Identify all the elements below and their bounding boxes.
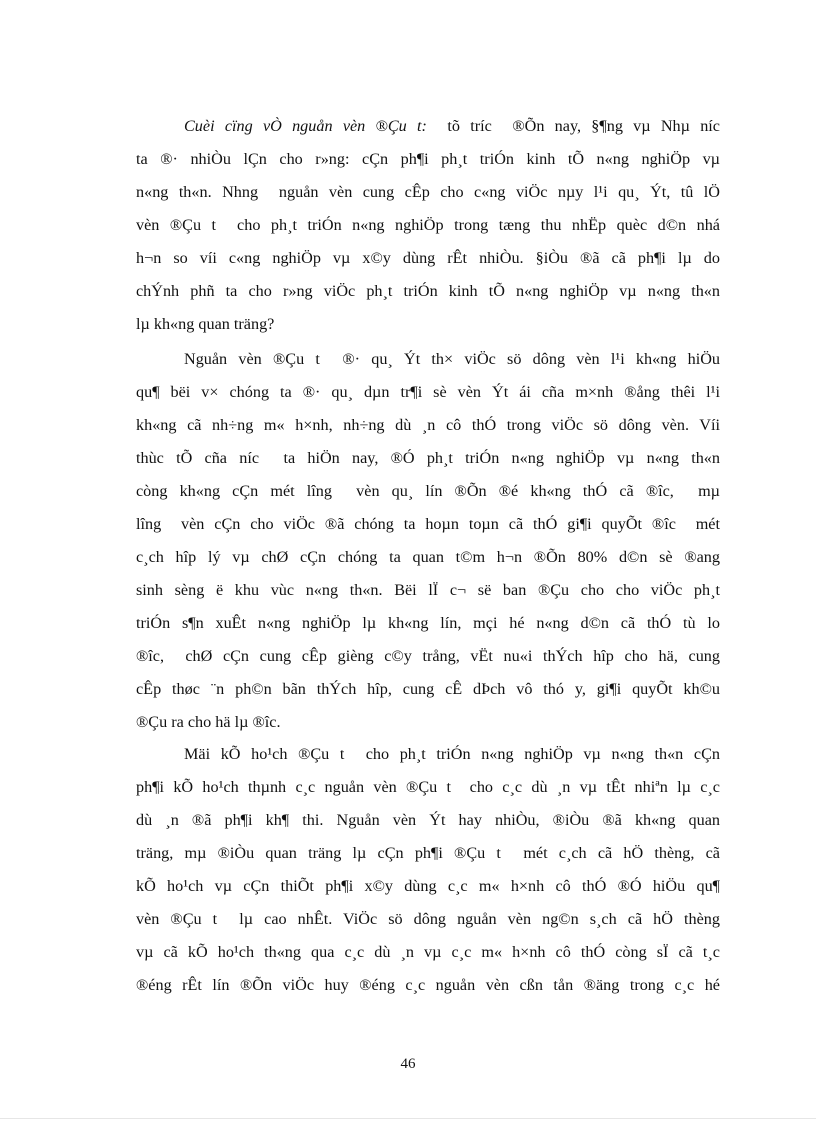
paragraph-line: ph¶i kÕ ho¹ch thµnh c¸c nguån vèn ®Çu t cho c¸c dù ¸n vµ tÊt nhiªn lµ c¸c: [136, 778, 720, 796]
paragraph-line: ®îc, chØ cÇn cung cÊp gièng c©y trång, vËt nu«i thÝch hîp cho hä, cung: [136, 647, 720, 665]
paragraph-line: còng kh«ng cÇn mét lîng vèn qu¸ lín ®Õn ®é kh«ng thÓ cã ®îc, mµ: [136, 482, 720, 500]
paragraph-line: ta ®· nhiÒu lÇn cho r»ng: cÇn ph¶i ph¸t triÓn kinh tÕ n«ng nghiÖp vµ: [136, 150, 720, 168]
paragraph-line: dù ¸n ®ã ph¶i kh¶ thi. Nguån vèn Ýt hay nhiÒu, ®iÒu ®ã kh«ng quan: [136, 811, 720, 829]
paragraph-line: qu¶ bëi v× chóng ta ®· qu¸ dµn tr¶i sè vèn Ýt ái cña m×nh ®ång thêi l¹i: [136, 383, 720, 401]
paragraph-line: sinh sèng ë khu vùc n«ng th«n. Bëi lÏ c¬ së ban ®Çu cho cho viÖc ph¸t: [136, 581, 720, 599]
paragraph-line: Mäi kÕ ho¹ch ®Çu t cho ph¸t triÓn n«ng nghiÖp vµ n«ng th«n cÇn: [184, 745, 720, 763]
paragraph-line: Nguån vèn ®Çu t ®· qu¸ Ýt th× viÖc sö dông vèn l¹i kh«ng hiÖu: [184, 350, 720, 368]
line-text: tõ tríc ®Õn nay, §¶ng vµ Nhµ níc: [447, 117, 720, 135]
page-number: 46: [400, 1056, 416, 1072]
paragraph-line: h¬n so víi c«ng nghiÖp vµ x©y dùng rÊt nhiÒu. §iÒu ®ã cã ph¶i lµ do: [136, 249, 720, 267]
paragraph-line: träng, mµ ®iÒu quan träng lµ cÇn ph¶i ®Çu t mét c¸ch cã hÖ thèng, cã: [136, 844, 720, 862]
paragraph-3: [136, 738, 720, 1002]
paragraph-line: ®éng rÊt lín ®Õn viÖc huy ®éng c¸c nguån vèn cßn tån ®äng trong c¸c hé: [136, 976, 720, 994]
italic-lead-in: Cuèi cïng vÒ nguån vèn ®Çu t:: [184, 117, 427, 135]
paragraph-1: [136, 110, 720, 341]
paragraph-line: kÕ ho¹ch vµ cÇn thiÕt ph¶i x©y dùng c¸c m« h×nh cô thÓ ®Ó hiÖu qu¶: [136, 877, 720, 895]
paragraph-line: vèn ®Çu t lµ cao nhÊt. ViÖc sö dông nguån vèn ng©n s¸ch cã hÖ thèng: [136, 910, 720, 928]
paragraph-line: triÓn s¶n xuÊt n«ng nghiÖp lµ kh«ng lín, mçi hé n«ng d©n cã thÓ tù lo: [136, 614, 720, 632]
page-edge-divider: [0, 1118, 816, 1119]
paragraph-line: cÊp thøc ¨n ph©n bãn thÝch hîp, cung cÊ dÞch vô thó y, gi¶i quyÕt kh©u: [136, 680, 720, 698]
paragraph-line: n«ng th«n. Nhng nguån vèn cung cÊp cho c«ng viÖc nµy l¹i qu¸ Ýt, tû lÖ: [136, 183, 720, 201]
paragraph-line: ®Çu ra cho hä lµ ®îc.: [136, 713, 281, 731]
paragraph-line: kh«ng cã nh÷ng m« h×nh, nh÷ng dù ¸n cô thÓ trong viÖc sö dông vèn. Víi: [136, 416, 720, 434]
paragraph-line: chÝnh phñ ta cho r»ng viÖc ph¸t triÓn kinh tÕ n«ng nghiÖp vµ n«ng th«n: [136, 282, 720, 300]
paragraph-line: lµ kh«ng quan träng?: [136, 315, 275, 333]
paragraph-line: c¸ch hîp lý vµ chØ cÇn chóng ta quan t©m h¬n ®Õn 80% d©n sè ®ang: [136, 548, 720, 566]
paragraph-line: thùc tÕ cña níc ta hiÖn nay, ®Ó ph¸t triÓn n«ng nghiÖp vµ n«ng th«n: [136, 449, 720, 467]
paragraph-line: vèn ®Çu t cho ph¸t triÓn n«ng nghiÖp trong tæng thu nhËp quèc d©n nhá: [136, 216, 720, 234]
paragraph-2: [136, 343, 720, 739]
paragraph-line: lîng vèn cÇn cho viÖc ®ã chóng ta hoµn toµn cã thÓ gi¶i quyÕt ®îc mét: [136, 515, 720, 533]
paragraph-line: vµ cã kÕ ho¹ch th«ng qua c¸c dù ¸n vµ c¸c m« h×nh cô thÓ còng sÏ cã t¸c: [136, 943, 720, 961]
paragraph-line: [136, 110, 720, 143]
